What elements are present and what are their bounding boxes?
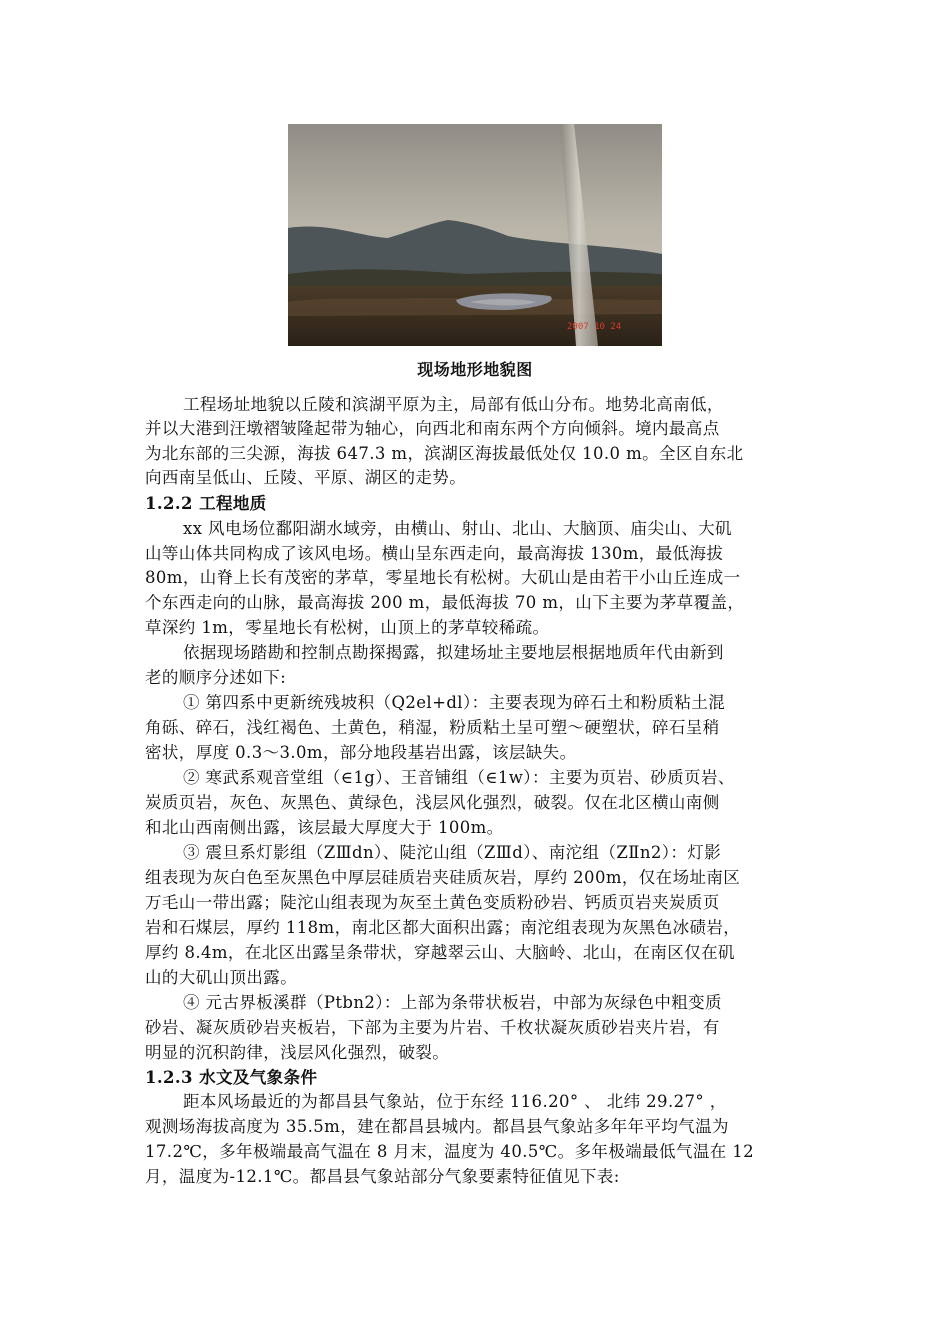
text-line: 砂岩、凝灰质砂岩夹板岩，下部为主要为片岩、千枚状凝灰质砂岩夹片岩，有 (145, 1018, 720, 1037)
text-line: 山等山体共同构成了该风电场。横山呈东西走向，最高海拔 130m，最低海拔 (145, 544, 724, 563)
text-line: 依据现场踏勘和控制点勘探揭露，拟建场址主要地层根据地质年代由新到 (183, 643, 724, 662)
text-line: ① 第四系中更新统残坡积（Q2el+dl）：主要表现为碎石土和粉质粘土混 (183, 693, 726, 712)
section-heading: 1.2.2 工程地质 (145, 494, 267, 513)
text-line: 观测场海拔高度为 35.5m，建在都昌县城内。都昌县气象站多年年平均气温为 (145, 1117, 729, 1136)
text-line: 并以大港到汪墩褶皱隆起带为轴心，向西北和南东两个方向倾斜。境内最高点 (145, 419, 720, 438)
text-line: 17.2℃，多年极端最高气温在 8 月末，温度为 40.5℃。多年极端最低气温在 12 (145, 1142, 755, 1161)
site-landscape-photo (288, 124, 662, 346)
text-line: ③ 震旦系灯影组（ZⅢdn）、陡沱山组（ZⅢd）、南沱组（ZⅡn2）：灯影 (183, 843, 722, 862)
text-line: ④ 元古界板溪群（Ptbn2）：上部为条带状板岩，中部为灰绿色中粗变质 (183, 993, 722, 1012)
text-line: 个东西走向的山脉，最高海拔 200 m，最低海拔 70 m，山下主要为茅草覆盖， (145, 593, 745, 612)
text-line: 密状，厚度 0.3～3.0m，部分地段基岩出露，该层缺失。 (145, 743, 577, 762)
text-line: xx 风电场位鄱阳湖水域旁，由横山、射山、北山、大脑顶、庙尖山、大矶 (183, 519, 732, 538)
text-line: 厚约 8.4m，在北区出露呈条带状，穿越翠云山、大脑岭、北山，在南区仅在矶 (145, 943, 735, 962)
text-line: 80m，山脊上长有茂密的茅草，零星地长有松树。大矶山是由若干小山丘连成一 (145, 568, 741, 587)
text-line: 炭质页岩，灰色、灰黑色、黄绿色，浅层风化强烈，破裂。仅在北区横山南侧 (145, 793, 720, 812)
text-line: 为北东部的三尖源，海拔 647.3 m，滨湖区海拔最低处仅 10.0 m。全区自东北 (145, 444, 744, 463)
text-line: 和北山西南侧出露，该层最大厚度大于 100m。 (145, 818, 504, 837)
text-line: 工程场址地貌以丘陵和滨湖平原为主，局部有低山分布。地势北高南低， (183, 395, 724, 414)
section-heading: 1.2.3 水文及气象条件 (145, 1068, 318, 1087)
text-line: 距本风场最近的为都昌县气象站，位于东经 116.20° 、 北纬 29.27° ， (183, 1092, 727, 1111)
text-line: 角砾、碎石，浅红褐色、土黄色，稍湿，粉质粘土呈可塑～硬塑状，碎石呈稍 (145, 718, 720, 737)
text-line: 草深约 1m，零星地长有松树，山顶上的茅草较稀疏。 (145, 618, 550, 637)
text-line: 明显的沉积韵律，浅层风化强烈，破裂。 (145, 1043, 450, 1062)
figure-caption: 现场地形地貌图 (417, 360, 533, 379)
text-line: 月，温度为-12.1℃。都昌县气象站部分气象要素特征值见下表: (145, 1167, 620, 1186)
text-line: 向西南呈低山、丘陵、平原、湖区的走势。 (145, 468, 467, 487)
text-line: 老的顺序分述如下: (145, 668, 287, 687)
text-line: 万毛山一带出露；陡沱山组表现为灰至土黄色变质粉砂岩、钙质页岩夹炭质页 (145, 893, 720, 912)
text-line: ② 寒武系观音堂组（∈1g）、王音铺组（∈1w）：主要为页岩、砂质页岩、 (183, 768, 735, 787)
photo-date-stamp: 2007 10 24 (567, 322, 622, 332)
text-line: 山的大矶山顶出露。 (145, 968, 298, 987)
text-line: 岩和石煤层，厚约 118m，南北区都大面积出露；南沱组表现为灰黑色冰碛岩， (145, 918, 741, 937)
text-line: 组表现为灰白色至灰黑色中厚层硅质岩夹硅质灰岩，厚约 200m，仅在场址南区 (145, 868, 741, 887)
